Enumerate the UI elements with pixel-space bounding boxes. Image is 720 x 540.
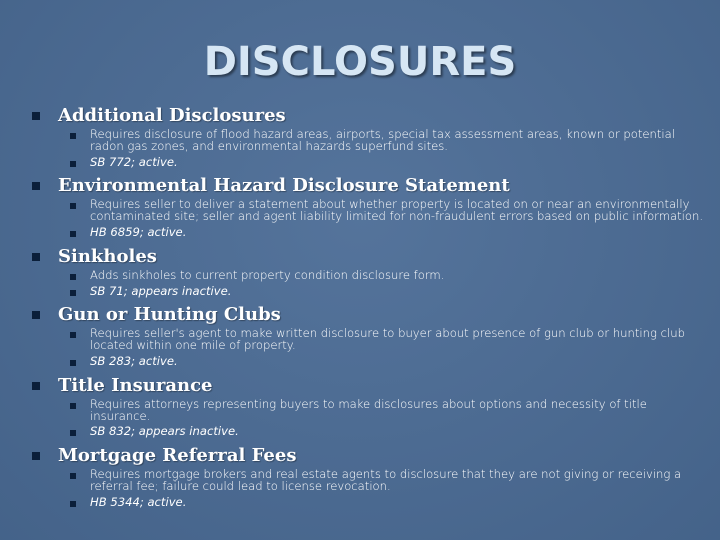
section-heading: Title Insurance	[58, 374, 213, 396]
square-bullet-icon	[32, 452, 40, 460]
sub-list	[32, 199, 704, 238]
sub-item	[90, 129, 704, 153]
section-gun-clubs	[32, 303, 704, 367]
square-bullet-icon	[32, 382, 40, 390]
square-bullet-icon	[70, 473, 76, 479]
square-bullet-icon	[70, 231, 76, 237]
square-bullet-icon	[32, 253, 40, 261]
square-bullet-icon	[70, 360, 76, 366]
bill-status: SB 772; active.	[90, 154, 178, 169]
section-heading: Sinkholes	[58, 245, 157, 267]
sub-item	[90, 199, 704, 223]
sub-item-text: Requires disclosure of flood hazard areas, airports, special tax assessment areas, known or potential radon gas zones, and environmental hazards superfund sites.	[90, 127, 675, 153]
bill-status: SB 832; appears inactive.	[90, 424, 239, 439]
square-bullet-icon	[32, 311, 40, 319]
sub-item	[90, 224, 704, 239]
list-item	[32, 245, 704, 271]
square-bullet-icon	[32, 112, 40, 120]
sub-list	[32, 328, 704, 367]
square-bullet-icon	[70, 274, 76, 280]
sub-item-text: Requires seller to deliver a statement about whether property is located on or near an environmentally contaminated site; seller and agent liability limited for non-fraudulent errors based on public information.	[90, 197, 704, 224]
sub-item-text: Requires mortgage brokers and real estate agents to disclosure that they are not giving or receiving a referral fee; failure could lead to license revocation.	[90, 467, 682, 493]
bill-status: SB 283; active.	[90, 353, 178, 368]
section-sinkholes	[32, 245, 704, 298]
sub-list	[32, 129, 704, 168]
square-bullet-icon	[70, 203, 76, 209]
sub-item	[90, 494, 704, 509]
sub-item	[90, 267, 704, 282]
sub-list	[32, 267, 704, 298]
bill-status: SB 71; appears inactive.	[90, 283, 232, 298]
sub-item	[90, 396, 704, 423]
sub-item-text: Adds sinkholes to current property condition disclosure form.	[90, 267, 445, 282]
sub-item	[90, 469, 704, 493]
section-additional-disclosures	[32, 104, 704, 168]
section-title-insurance	[32, 374, 704, 438]
square-bullet-icon	[70, 161, 76, 167]
section-heading: Environmental Hazard Disclosure Statement	[58, 175, 510, 197]
sub-item	[90, 283, 704, 298]
square-bullet-icon	[70, 133, 76, 139]
bill-status: HB 5344; active.	[90, 494, 187, 509]
square-bullet-icon	[70, 290, 76, 296]
slide-title: DISCLOSURES	[203, 39, 517, 85]
sub-item-text: Requires seller's agent to make written disclosure to buyer about presence of gun club or hunting club located within one mile of property.	[90, 326, 685, 353]
section-heading: Additional Disclosures	[58, 105, 286, 126]
square-bullet-icon	[70, 332, 76, 338]
section-environmental-hazard	[32, 174, 704, 238]
sub-item	[90, 154, 704, 169]
square-bullet-icon	[70, 403, 76, 409]
bill-status: HB 6859; active.	[90, 224, 187, 239]
sub-item	[90, 328, 704, 352]
sub-item	[90, 353, 704, 368]
section-heading: Gun or Hunting Clubs	[58, 304, 281, 326]
sub-list	[32, 469, 704, 508]
section-mortgage-referral	[32, 444, 704, 508]
square-bullet-icon	[32, 182, 40, 190]
sub-list	[32, 396, 704, 439]
square-bullet-icon	[70, 430, 76, 436]
section-heading: Mortgage Referral Fees	[58, 445, 297, 467]
bullet-list	[32, 104, 704, 515]
sub-item-text: Requires attorneys representing buyers to make disclosures about options and necessity of title insurance.	[90, 396, 647, 423]
square-bullet-icon	[70, 501, 76, 507]
list-item	[32, 374, 704, 400]
sub-item	[90, 426, 704, 438]
